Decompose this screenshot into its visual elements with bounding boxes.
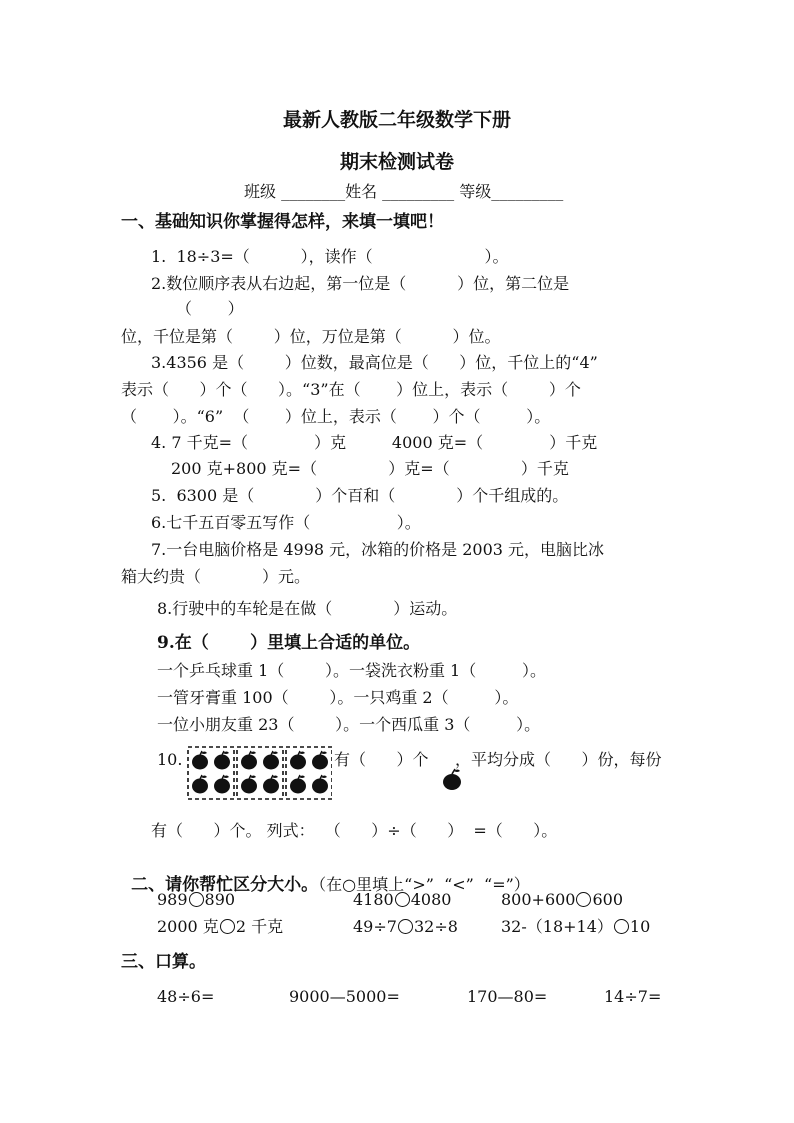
section2-heading-line — [121, 855, 530, 895]
section3-heading: 三、口算。 — [121, 952, 206, 972]
question-10-text-b: ，平均分成（ ）份，每份 — [455, 750, 662, 769]
compare-item — [501, 890, 623, 910]
question-5: 5. 6300 是（ ）个百和（ ）个千组成的。 — [151, 486, 569, 505]
compare-left: 800+600 — [501, 890, 576, 909]
question-6: 6.七千五百零五写作（ ）。 — [151, 513, 421, 532]
apple-icon — [192, 775, 208, 794]
compare-item — [353, 890, 451, 910]
apple-icon — [192, 751, 208, 770]
compare-circle[interactable] — [614, 919, 629, 934]
compare-right: 10 — [629, 917, 651, 936]
compare-right: 2 千克 — [235, 917, 284, 936]
question-2-line2: （ ） — [176, 299, 244, 318]
page-subtitle: 期末检测试卷 — [339, 151, 454, 173]
compare-right: 32÷8 — [413, 917, 458, 936]
section1-heading: 一、基础知识你掌握得怎样，来填一填吧！ — [121, 212, 444, 232]
compare-left: 4180 — [353, 890, 394, 909]
compare-left: 2000 克 — [157, 917, 219, 936]
apple-icon — [214, 751, 230, 770]
question-2-line1: 2.数位顺序表从右边起，第一位是（ ）位，第二位是 — [151, 274, 570, 293]
apple-icon — [241, 751, 257, 770]
question-7-line1: 7.一台电脑价格是 4998 元，冰箱的价格是 2003 元，电脑比冰 — [151, 540, 605, 559]
question-7-line2: 箱大约贵（ ）元。 — [121, 567, 311, 586]
question-9-heading: 9.在（ ）里填上合适的单位。 — [157, 633, 421, 653]
compare-circle[interactable] — [189, 892, 204, 907]
apple-icon — [241, 775, 257, 794]
question-4-line1: 4. 7 千克=（ ）克 4000 克=（ ）千克 — [151, 433, 598, 452]
question-1: 1. 18÷3=（ ），读作（ ）。 — [151, 247, 509, 266]
compare-right: 890 — [204, 890, 236, 909]
question-3-line2: 表示（ ）个（ ）。“3”在（ ）位上，表示（ ）个 — [121, 380, 581, 399]
apple-icon — [290, 751, 306, 770]
apple-icon — [214, 775, 230, 794]
apple-icon — [431, 747, 453, 771]
mental-math-item: 48÷6= — [157, 987, 215, 1006]
mental-math-item: 9000—5000= — [289, 987, 400, 1006]
apple-groups-figure — [186, 745, 332, 801]
compare-left: 32-（18+14） — [501, 917, 613, 936]
question-8: 8.行驶中的车轮是在做（ ）运动。 — [157, 599, 458, 618]
question-9-line3: 一位小朋友重 23（ ）。一个西瓜重 3（ ）。 — [157, 715, 541, 734]
compare-circle[interactable] — [220, 919, 235, 934]
question-10-text-c: 有（ ）个。 列式： （ ）÷（ ） =（ ）。 — [151, 821, 558, 840]
question-10-text-a: 有（ ）个 — [334, 750, 429, 769]
compare-left: 989 — [157, 890, 188, 909]
compare-item — [157, 917, 283, 937]
compare-circle[interactable] — [395, 892, 410, 907]
page-title: 最新人教版二年级数学下册 — [282, 109, 511, 131]
apple-icon — [312, 751, 328, 770]
question-9-line2: 一管牙膏重 100（ ）。一只鸡重 2（ ）。 — [157, 688, 519, 707]
apple-icon — [263, 751, 279, 770]
compare-left: 49÷7 — [353, 917, 397, 936]
section2-hint: （在○里填上“>” “<” “=”） — [318, 875, 530, 894]
compare-item — [501, 917, 650, 937]
compare-right: 600 — [592, 890, 624, 909]
compare-circle[interactable] — [398, 919, 413, 934]
question-10-number: 10. — [157, 750, 183, 769]
mental-math-item: 170—80= — [467, 987, 548, 1006]
compare-circle[interactable] — [576, 892, 591, 907]
compare-item — [157, 890, 235, 910]
question-9-line1: 一个乒乓球重 1（ ）。一袋洗衣粉重 1（ ）。 — [157, 661, 546, 680]
question-3-line3: （ ）。“6” （ ）位上，表示（ ）个（ ）。 — [121, 407, 551, 426]
section2-heading: 二、请你帮忙区分大小。 — [131, 875, 319, 895]
compare-right: 4080 — [410, 890, 452, 909]
apple-icon — [263, 775, 279, 794]
compare-item — [353, 917, 458, 937]
question-4-line2: 200 克+800 克=（ ）克=（ ）千克 — [171, 459, 569, 478]
question-2-line3: 位，千位是第（ ）位，万位是第（ ）位。 — [121, 327, 501, 346]
question-3-line1: 3.4356 是（ ）位数，最高位是（ ）位，千位上的“4” — [151, 353, 598, 372]
mental-math-item: 14÷7= — [604, 987, 662, 1006]
student-info-line: 班级 ________姓名 _________ 等级_________ — [244, 182, 564, 201]
apple-icon — [290, 775, 306, 794]
apple-icon — [312, 775, 328, 794]
